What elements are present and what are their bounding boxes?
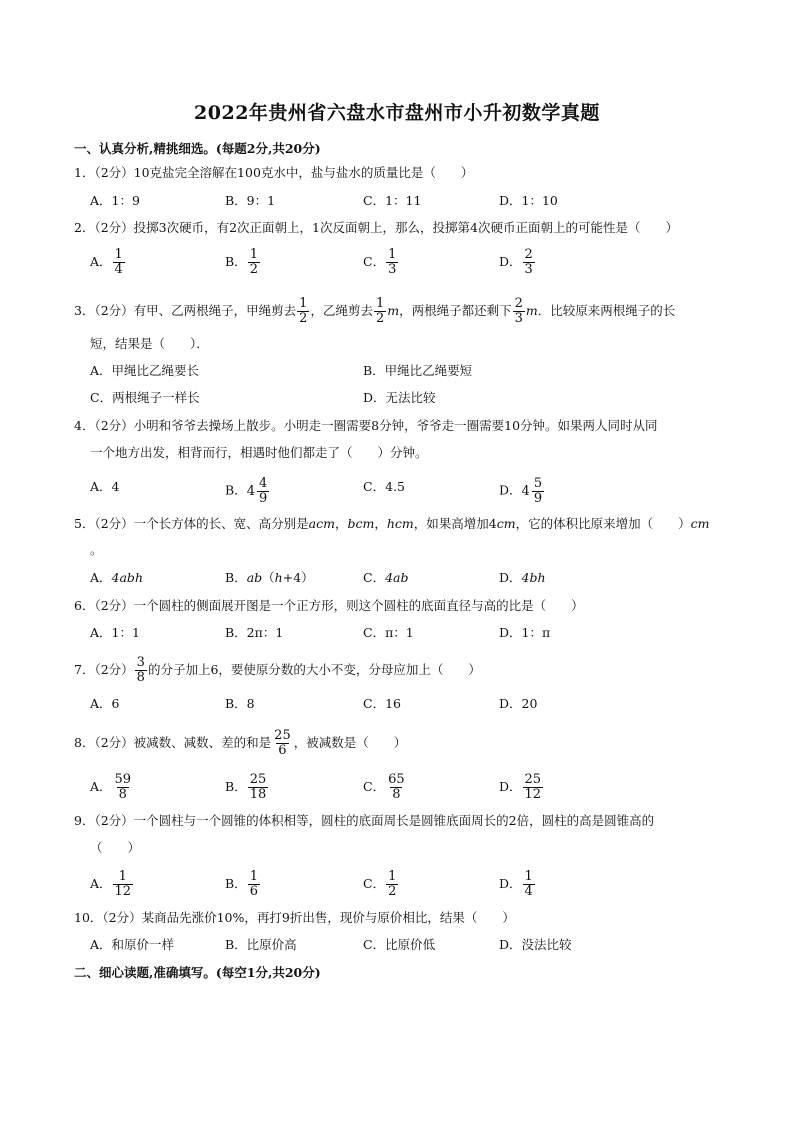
question-1-text: 1．（2分）10克盐完全溶解在100克水中，盐与盐水的质量比是（ ）: [74, 165, 474, 180]
numerator: 59: [114, 772, 132, 787]
numerator: 1: [388, 869, 397, 884]
q8-option-b: [225, 773, 269, 802]
q6-option-a: A．1：1: [90, 625, 140, 640]
numerator: 25: [249, 772, 267, 787]
q9-option-b-label: B．: [225, 876, 247, 891]
whole-part: 4: [246, 483, 255, 499]
question-9-text: 9．（2分）一个圆柱与一个圆锥的体积相等，圆柱的底面周长是圆锥底面周长的2倍，圆柱的高是圆锥高的: [74, 813, 655, 828]
q9-option-a: [90, 870, 134, 899]
q3-option-d: D．无法比较: [363, 390, 436, 405]
q3-fraction-2: [374, 297, 386, 326]
q3-part-1: 3．（2分）有甲、乙两根绳子，甲绳剪去: [74, 303, 297, 318]
numerator: 2: [524, 247, 533, 262]
q4-option-d: [499, 477, 545, 506]
q6-option-b: B．2π：1: [225, 625, 284, 640]
q2-option-b: [225, 248, 261, 277]
q10-option-c: C．比原价低: [363, 937, 436, 952]
q7-option-a: A．6: [90, 696, 120, 711]
denominator: 8: [136, 670, 145, 685]
q9-option-c: [363, 870, 399, 899]
q4-option-a: A．4: [90, 479, 120, 494]
denominator: 12: [114, 884, 132, 899]
q9-option-d-fraction: [523, 870, 535, 899]
question-10-text: 10．（2分）某商品先涨价10%，再打9折出售，现价与原价相比，结果（ ）: [74, 910, 515, 925]
q5-option-b-value-2: （: [262, 570, 275, 585]
q8-option-d-label: D．: [499, 779, 522, 794]
q8-fraction: [272, 729, 293, 758]
q2-option-c-fraction: [386, 248, 398, 277]
q2-option-a-label: A．: [90, 254, 112, 269]
q5-option-d: [499, 568, 546, 588]
q5-option-b: [225, 568, 314, 588]
q1-option-b: B．9：1: [225, 193, 276, 208]
q5-unit-1: cm: [496, 516, 516, 531]
q1-option-a: A．1：9: [90, 193, 140, 208]
q5-option-d-value: 4bh: [521, 570, 546, 585]
q2-option-d-fraction: [523, 248, 535, 277]
q9-option-c-label: C．: [363, 876, 386, 891]
denominator: 12: [524, 787, 542, 802]
q5-option-c-value: 4ab: [385, 570, 409, 585]
numerator: 25: [274, 728, 291, 743]
numerator: 4: [258, 476, 268, 491]
q9-option-a-label: A．: [90, 876, 112, 891]
question-3-text: [74, 297, 675, 326]
q4-option-c: C．4.5: [363, 479, 405, 494]
numerator: 1: [118, 869, 127, 884]
q8-part-2: ，被减数是（ ）: [293, 735, 407, 750]
q7-option-d: D．20: [499, 696, 538, 711]
question-4-text: 4．（2分）小明和爷爷去操场上散步。小明走一圈需要8分钟，爷爷走一圈需要10分钟。如果两人同时从同: [74, 418, 658, 433]
numerator: 1: [249, 247, 258, 262]
q9-option-a-fraction: [113, 870, 134, 899]
q7-part-2: 的分子加上6，要使原分数的大小不变，分母应加上（ ）: [147, 662, 481, 677]
question-7-text: [74, 656, 481, 685]
denominator: 18: [249, 787, 267, 802]
q5-sep-2: ，: [374, 516, 387, 531]
q3-unit-1: m: [387, 303, 400, 318]
question-5-text: [74, 514, 709, 534]
section-2-heading: 二、细心读题,准确填写。(每空1分,共20分): [74, 965, 321, 980]
q5-part-2: ，如果高增加4: [413, 516, 497, 531]
q10-option-a: A．和原价一样: [90, 937, 175, 952]
q3-option-b: B．甲绳比乙绳要短: [363, 363, 473, 378]
question-6-text: 6．（2分）一个圆柱的侧面展开图是一个正方形，则这个圆柱的底面直径与高的比是（ ）: [74, 598, 584, 613]
denominator: 6: [278, 743, 287, 758]
numerator: 1: [299, 296, 308, 311]
denominator: 9: [533, 491, 543, 506]
q8-option-b-label: B．: [225, 779, 247, 794]
q5-option-a-label: A．: [90, 570, 112, 585]
denominator: 2: [388, 884, 397, 899]
q5-option-b-value-4: +4）: [282, 570, 314, 585]
q8-option-d-fraction: [523, 773, 544, 802]
q5-var-h: hcm: [386, 516, 414, 531]
numerator: 1: [375, 296, 385, 311]
q2-option-a-fraction: [113, 248, 125, 277]
q8-option-c-label: C．: [363, 779, 386, 794]
q7-option-b: B．8: [225, 696, 255, 711]
q3-part-3: ，两根绳子都还剩下: [399, 303, 512, 318]
q5-var-a: acm: [308, 516, 335, 531]
q4-option-b: [225, 477, 270, 506]
q7-option-c: C．16: [363, 696, 401, 711]
q5-option-a-value: 4abh: [111, 570, 143, 585]
q5-unit-2: cm: [690, 516, 710, 531]
q5-option-c-label: C．: [363, 570, 386, 585]
q4-option-d-mixed-number: [522, 477, 546, 506]
fraction: [257, 477, 269, 506]
section-1-heading: 一、认真分析,精挑细选。(每题2分,共20分): [74, 141, 321, 156]
q3-unit-2: m: [525, 303, 538, 318]
q5-option-a: [90, 568, 143, 588]
numerator: 1: [114, 247, 123, 262]
whole-part: 4: [521, 483, 530, 499]
denominator: 3: [514, 311, 523, 326]
numerator: 2: [514, 296, 523, 311]
q5-part-1: 5．（2分）一个长方体的长、宽、高分别是: [74, 516, 309, 531]
q9-option-c-fraction: [386, 870, 398, 899]
denominator: 2: [299, 311, 308, 326]
q9-option-d: [499, 870, 536, 899]
q8-part-1: 8．（2分）被减数、减数、差的和是: [74, 735, 272, 750]
q9-option-b: [225, 870, 261, 899]
denominator: 3: [524, 262, 533, 277]
q8-option-a: [90, 773, 134, 802]
q9-option-b-fraction: [248, 870, 260, 899]
q2-option-b-fraction: [248, 248, 260, 277]
denominator: 8: [392, 787, 401, 802]
q8-option-a-fraction: [113, 773, 134, 802]
q3-part-4: ．比较原来两根绳子的长: [537, 303, 676, 318]
question-9-line-2: （ ）: [90, 840, 141, 855]
question-4-line-2: 一个地方出发，相背而行，相遇时他们都走了（ ）分钟。: [90, 445, 428, 460]
q4-option-d-label: D．: [499, 482, 522, 498]
denominator: 2: [375, 311, 385, 326]
denominator: 2: [249, 262, 258, 277]
q8-option-b-fraction: [248, 773, 269, 802]
q8-option-a-label: A．: [90, 779, 112, 794]
q6-option-d: D．1：π: [499, 625, 551, 640]
denominator: 4: [524, 884, 533, 899]
q2-option-c: [363, 248, 399, 277]
numerator: 1: [249, 869, 258, 884]
q9-option-d-label: D．: [499, 876, 522, 891]
q2-option-c-label: C．: [363, 254, 386, 269]
q5-option-c: [363, 568, 409, 588]
q5-option-d-label: D．: [499, 570, 522, 585]
question-2-text: 2．（2分）投掷3次硬币，有2次正面朝上，1次反面朝上，那么，投掷第4次硬币正面朝上的可能性是（ ）: [74, 220, 678, 235]
q5-option-b-value-3: h: [274, 570, 283, 585]
q5-var-b: bcm: [347, 516, 375, 531]
page-title: 2022年贵州省六盘水市盘州市小升初数学真题: [194, 102, 600, 124]
q2-option-b-label: B．: [225, 254, 247, 269]
q2-option-d: [499, 248, 536, 277]
denominator: 9: [258, 491, 268, 506]
q8-option-c: [363, 773, 408, 802]
q5-sep-1: ，: [334, 516, 348, 531]
question-8-text: [74, 729, 406, 758]
fraction: [532, 477, 544, 506]
denominator: 8: [118, 787, 127, 802]
q5-part-3: ，它的体积比原来增加（ ）: [515, 516, 691, 531]
q4-option-b-label: B．: [225, 482, 247, 498]
denominator: 3: [388, 262, 397, 277]
q8-option-c-fraction: [386, 773, 407, 802]
numerator: 1: [388, 247, 397, 262]
q3-option-c: C．两根绳子一样长: [90, 390, 200, 405]
q6-option-c: C．π：1: [363, 625, 414, 640]
q3-fraction-3: [513, 297, 525, 326]
numerator: 1: [524, 869, 533, 884]
q7-part-1: 7．（2分）: [74, 662, 134, 677]
numerator: 65: [388, 772, 405, 787]
q5-option-b-label: B．: [225, 570, 247, 585]
q1-option-c: C．1：11: [363, 193, 422, 208]
q3-option-a: A．甲绳比乙绳要长: [90, 363, 200, 378]
question-5-line-2: 。: [90, 542, 103, 557]
question-3-line-2: 短，结果是（ ）．: [90, 336, 209, 351]
q2-option-a: [90, 248, 126, 277]
q7-fraction: [135, 656, 147, 685]
q3-part-2: ，乙绳剪去: [310, 303, 373, 318]
q10-option-b: B．比原价高: [225, 937, 297, 952]
numerator: 5: [533, 476, 543, 491]
q5-option-b-value-1: ab: [246, 570, 263, 585]
denominator: 4: [114, 262, 123, 277]
q3-fraction-1: [297, 297, 309, 326]
numerator: 3: [136, 655, 145, 670]
denominator: 6: [249, 884, 258, 899]
q2-option-d-label: D．: [499, 254, 522, 269]
q1-option-d: D．1：10: [499, 193, 558, 208]
numerator: 25: [524, 772, 542, 787]
q4-option-b-mixed-number: [247, 477, 271, 506]
q8-option-d: [499, 773, 544, 802]
q10-option-d: D．没法比较: [499, 937, 572, 952]
